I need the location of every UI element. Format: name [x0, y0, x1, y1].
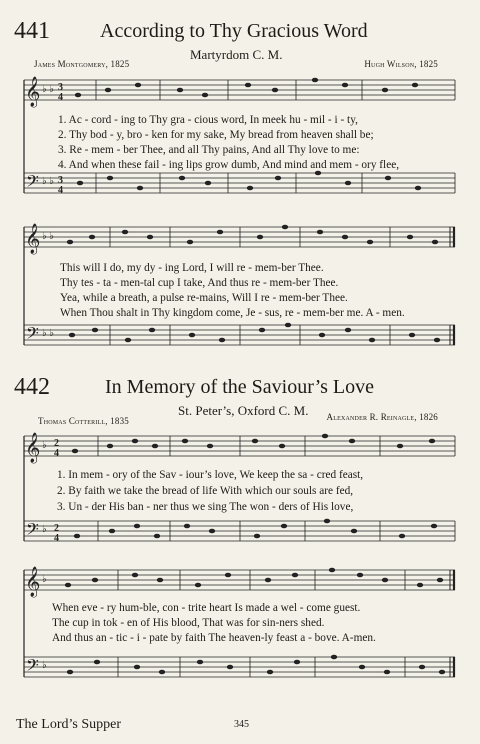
lyric-line: 2. Thy bod - y, bro - ken for my sake, My bread from heaven shall be;	[58, 129, 374, 141]
svg-text:♭: ♭	[42, 660, 47, 671]
lyric-line: When eve - ry hum-ble, con - trite heart Is made a wel - come guest.	[52, 602, 361, 614]
svg-text:𝄢: 𝄢	[26, 657, 39, 679]
verse-block	[58, 114, 399, 174]
lyric-line: 1. In mem - ory of the Sav - iour’s love, We keep the sa - cred feast,	[57, 469, 364, 481]
tune-name: Martyrdom C. M.	[190, 47, 283, 62]
verse-block	[52, 602, 376, 647]
svg-text:𝄢: 𝄢	[26, 521, 39, 543]
svg-text:♭: ♭	[42, 574, 47, 585]
svg-text:𝄞: 𝄞	[25, 77, 41, 106]
lyric-line: 2. By faith we take the bread of life With which our souls are fed,	[57, 485, 354, 497]
music-credit: Hugh Wilson, 1825	[364, 59, 438, 69]
svg-text:♭: ♭	[42, 440, 47, 451]
lyric-line: When Thou shalt in Thy kingdom come, Je - sus, re - mem-ber me. A - men.	[60, 307, 405, 319]
page-number: 345	[234, 719, 249, 730]
svg-text:𝄞: 𝄞	[25, 224, 41, 253]
lyric-line: This will I do, my dy - ing Lord, I will re - mem-ber Thee.	[60, 262, 324, 274]
verse-block	[60, 262, 405, 322]
lyric-line: Thy tes - ta - men-tal cup I take, And thus re - mem-ber Thee.	[60, 277, 339, 289]
lyric-line: The cup in tok - en of His blood, That was for sin-ners shed.	[52, 617, 325, 629]
svg-text:♭: ♭	[42, 524, 47, 535]
hymn-number: 441	[14, 18, 50, 44]
svg-text:𝄞: 𝄞	[25, 433, 41, 462]
lyric-line: 4. And when these fail - ing lips grow dumb, And mind and mem - ory flee,	[58, 159, 400, 171]
svg-text:3: 3	[58, 82, 63, 93]
svg-text:3: 3	[58, 175, 63, 186]
svg-text:2: 2	[54, 523, 59, 534]
hymn-number: 442	[14, 374, 50, 400]
music-credit: Alexander R. Reinagle, 1826	[326, 412, 438, 422]
svg-text:𝄢: 𝄢	[26, 325, 39, 347]
lyric-line: And thus an - tic - i - pate by faith The heaven-ly feast a - bove. A-men.	[52, 632, 376, 644]
hymn-title: According to Thy Gracious Word	[100, 20, 368, 42]
hymn-title: In Memory of the Saviour’s Love	[105, 376, 375, 398]
words-credit: Thomas Cotterill, 1835	[38, 416, 129, 426]
svg-text:♭ ♭: ♭ ♭	[42, 84, 54, 95]
svg-text:4: 4	[58, 92, 63, 103]
lyric-line: 1. Ac - cord - ing to Thy gra - cious word, In meek hu - mil - i - ty,	[58, 114, 358, 126]
svg-text:♭ ♭: ♭ ♭	[42, 328, 54, 339]
svg-text:𝄢: 𝄢	[26, 173, 39, 195]
verse-block	[57, 469, 363, 517]
lyric-line: 3. Re - mem - ber Thee, and all Thy pains, And all Thy love to me:	[58, 144, 360, 156]
svg-text:𝄞: 𝄞	[25, 567, 41, 596]
lyric-line: 3. Un - der His ban - ner thus we sing The won - ders of His love,	[57, 501, 354, 513]
svg-text:♭ ♭: ♭ ♭	[42, 231, 54, 242]
words-credit: James Montgomery, 1825	[34, 59, 130, 69]
svg-text:4: 4	[58, 185, 63, 196]
tune-name: St. Peter’s, Oxford C. M.	[178, 403, 309, 418]
svg-text:4: 4	[54, 533, 59, 544]
section-footer: The Lord’s Supper	[16, 717, 121, 732]
svg-text:2: 2	[54, 438, 59, 449]
svg-text:4: 4	[54, 448, 59, 459]
lyric-line: Yea, while a breath, a pulse re-mains, Will I re - mem-ber Thee.	[60, 292, 348, 304]
svg-text:♭ ♭: ♭ ♭	[42, 176, 54, 187]
